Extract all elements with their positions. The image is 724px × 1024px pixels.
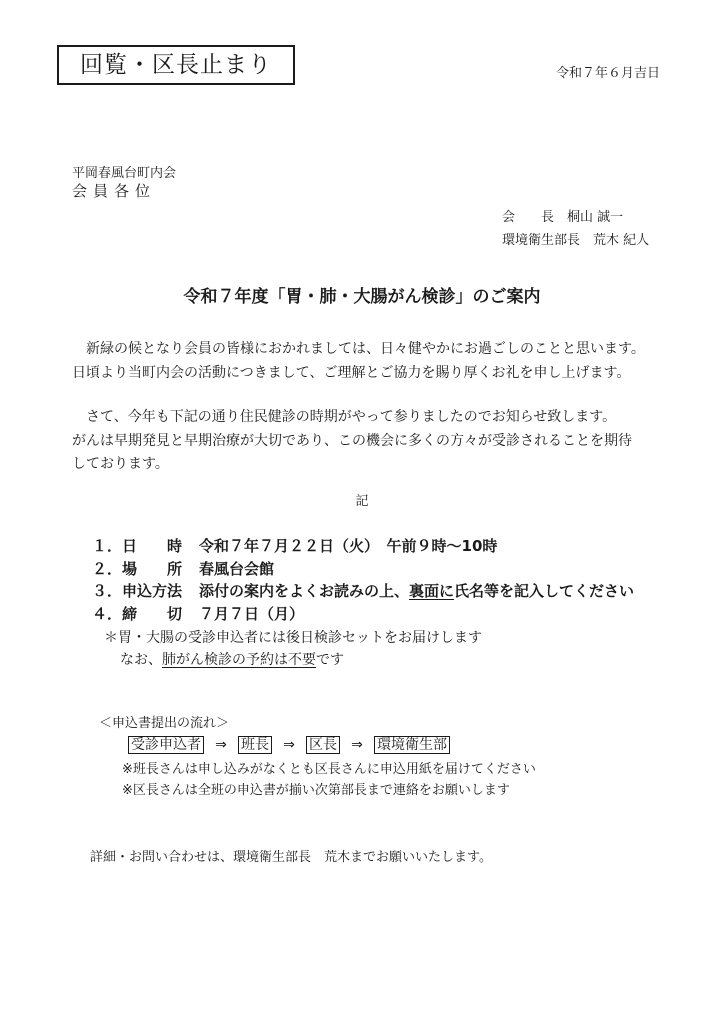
flow-arrow-3: ⇒ [351, 737, 363, 753]
footer-contact: 詳細・お問い合わせは、環境衛生部長 荒木までお願いいたします。 [90, 850, 492, 865]
recipient-members: 会員各位 [72, 182, 157, 200]
ki-heading: 記 [355, 494, 369, 509]
body-p2-line1: さて、今年も下記の通り住民健診の時期がやって参りましたのでお知らせ致します。 [86, 409, 617, 425]
item-datetime-value: 令和７年７月２２日（火） 午前９時～10時 [199, 537, 498, 555]
recipient-org: 平岡春風台町内会 [72, 166, 177, 181]
flow-note1: ※班長さんは申し込みがなくとも区長さんに申込用紙を届けてください [122, 762, 536, 777]
flow-note2: ※区長さんは全班の申込書が揃い次第部長まで連絡をお願いします [122, 783, 510, 798]
flow-arrow-1: ⇒ [215, 737, 227, 753]
flow-steps [128, 734, 450, 754]
sender-chair: 会 長 桐山 誠一 [502, 210, 624, 225]
circulation-stamp: 回覧・区長止まり [57, 45, 295, 85]
note2-text-c: です [316, 652, 344, 668]
document-title: 令和７年度「胃・肺・大腸がん検診」のご案内 [183, 287, 541, 307]
body-p2-line3: しております。 [72, 456, 169, 472]
body-p1-line1: 新緑の候となり会員の皆様におかれましては、日々健やかにお過ごしのことと思います。 [86, 341, 645, 357]
flow-step-env-dept: 環境衛生部 [374, 736, 450, 754]
flow-heading: ＜申込書提出の流れ＞ [99, 716, 230, 731]
flow-step-group-leader: 班長 [238, 736, 272, 754]
sender-env-head: 環境衛生部長 荒木 紀人 [502, 233, 650, 248]
item-note1: ＊胃・大腸の受診申込者には後日検診セットをお届けします [104, 630, 482, 646]
item-place-label: ２．場 所 [92, 560, 183, 578]
flow-step-applicant: 受診申込者 [128, 736, 204, 754]
flow-step-ward-head: 区長 [306, 736, 340, 754]
item-method-value [199, 580, 634, 601]
method-text-c: 氏名等を記入してください [454, 582, 635, 600]
body-p1-line2: 日頃より当町内会の活動につきまして、ご理解とご協力を賜り厚くお礼を申し上げます。 [72, 365, 631, 381]
item-place-value: 春風台会館 [199, 560, 275, 578]
note2-text-a: なお、 [120, 652, 162, 668]
method-text-a: 添付の案内をよくお読みの上、 [199, 582, 410, 600]
item-datetime-label: １．日 時 [92, 537, 183, 555]
issue-date: 令和７年６月吉日 [555, 66, 660, 81]
body-p2-line2: がんは早期発見と早期治療が大切であり、この機会に多くの方々が受診されることを期待 [72, 433, 632, 449]
item-note2 [120, 649, 344, 669]
method-text-b: 裏面に [409, 582, 455, 600]
item-deadline-label: ４．締 切 [92, 605, 183, 623]
note2-text-b: 肺がん検診の予約は不要 [162, 652, 316, 668]
item-deadline-value: ７月７日（月） [199, 605, 305, 623]
flow-arrow-2: ⇒ [283, 737, 295, 753]
item-method-label: ３．申込方法 [92, 582, 183, 600]
